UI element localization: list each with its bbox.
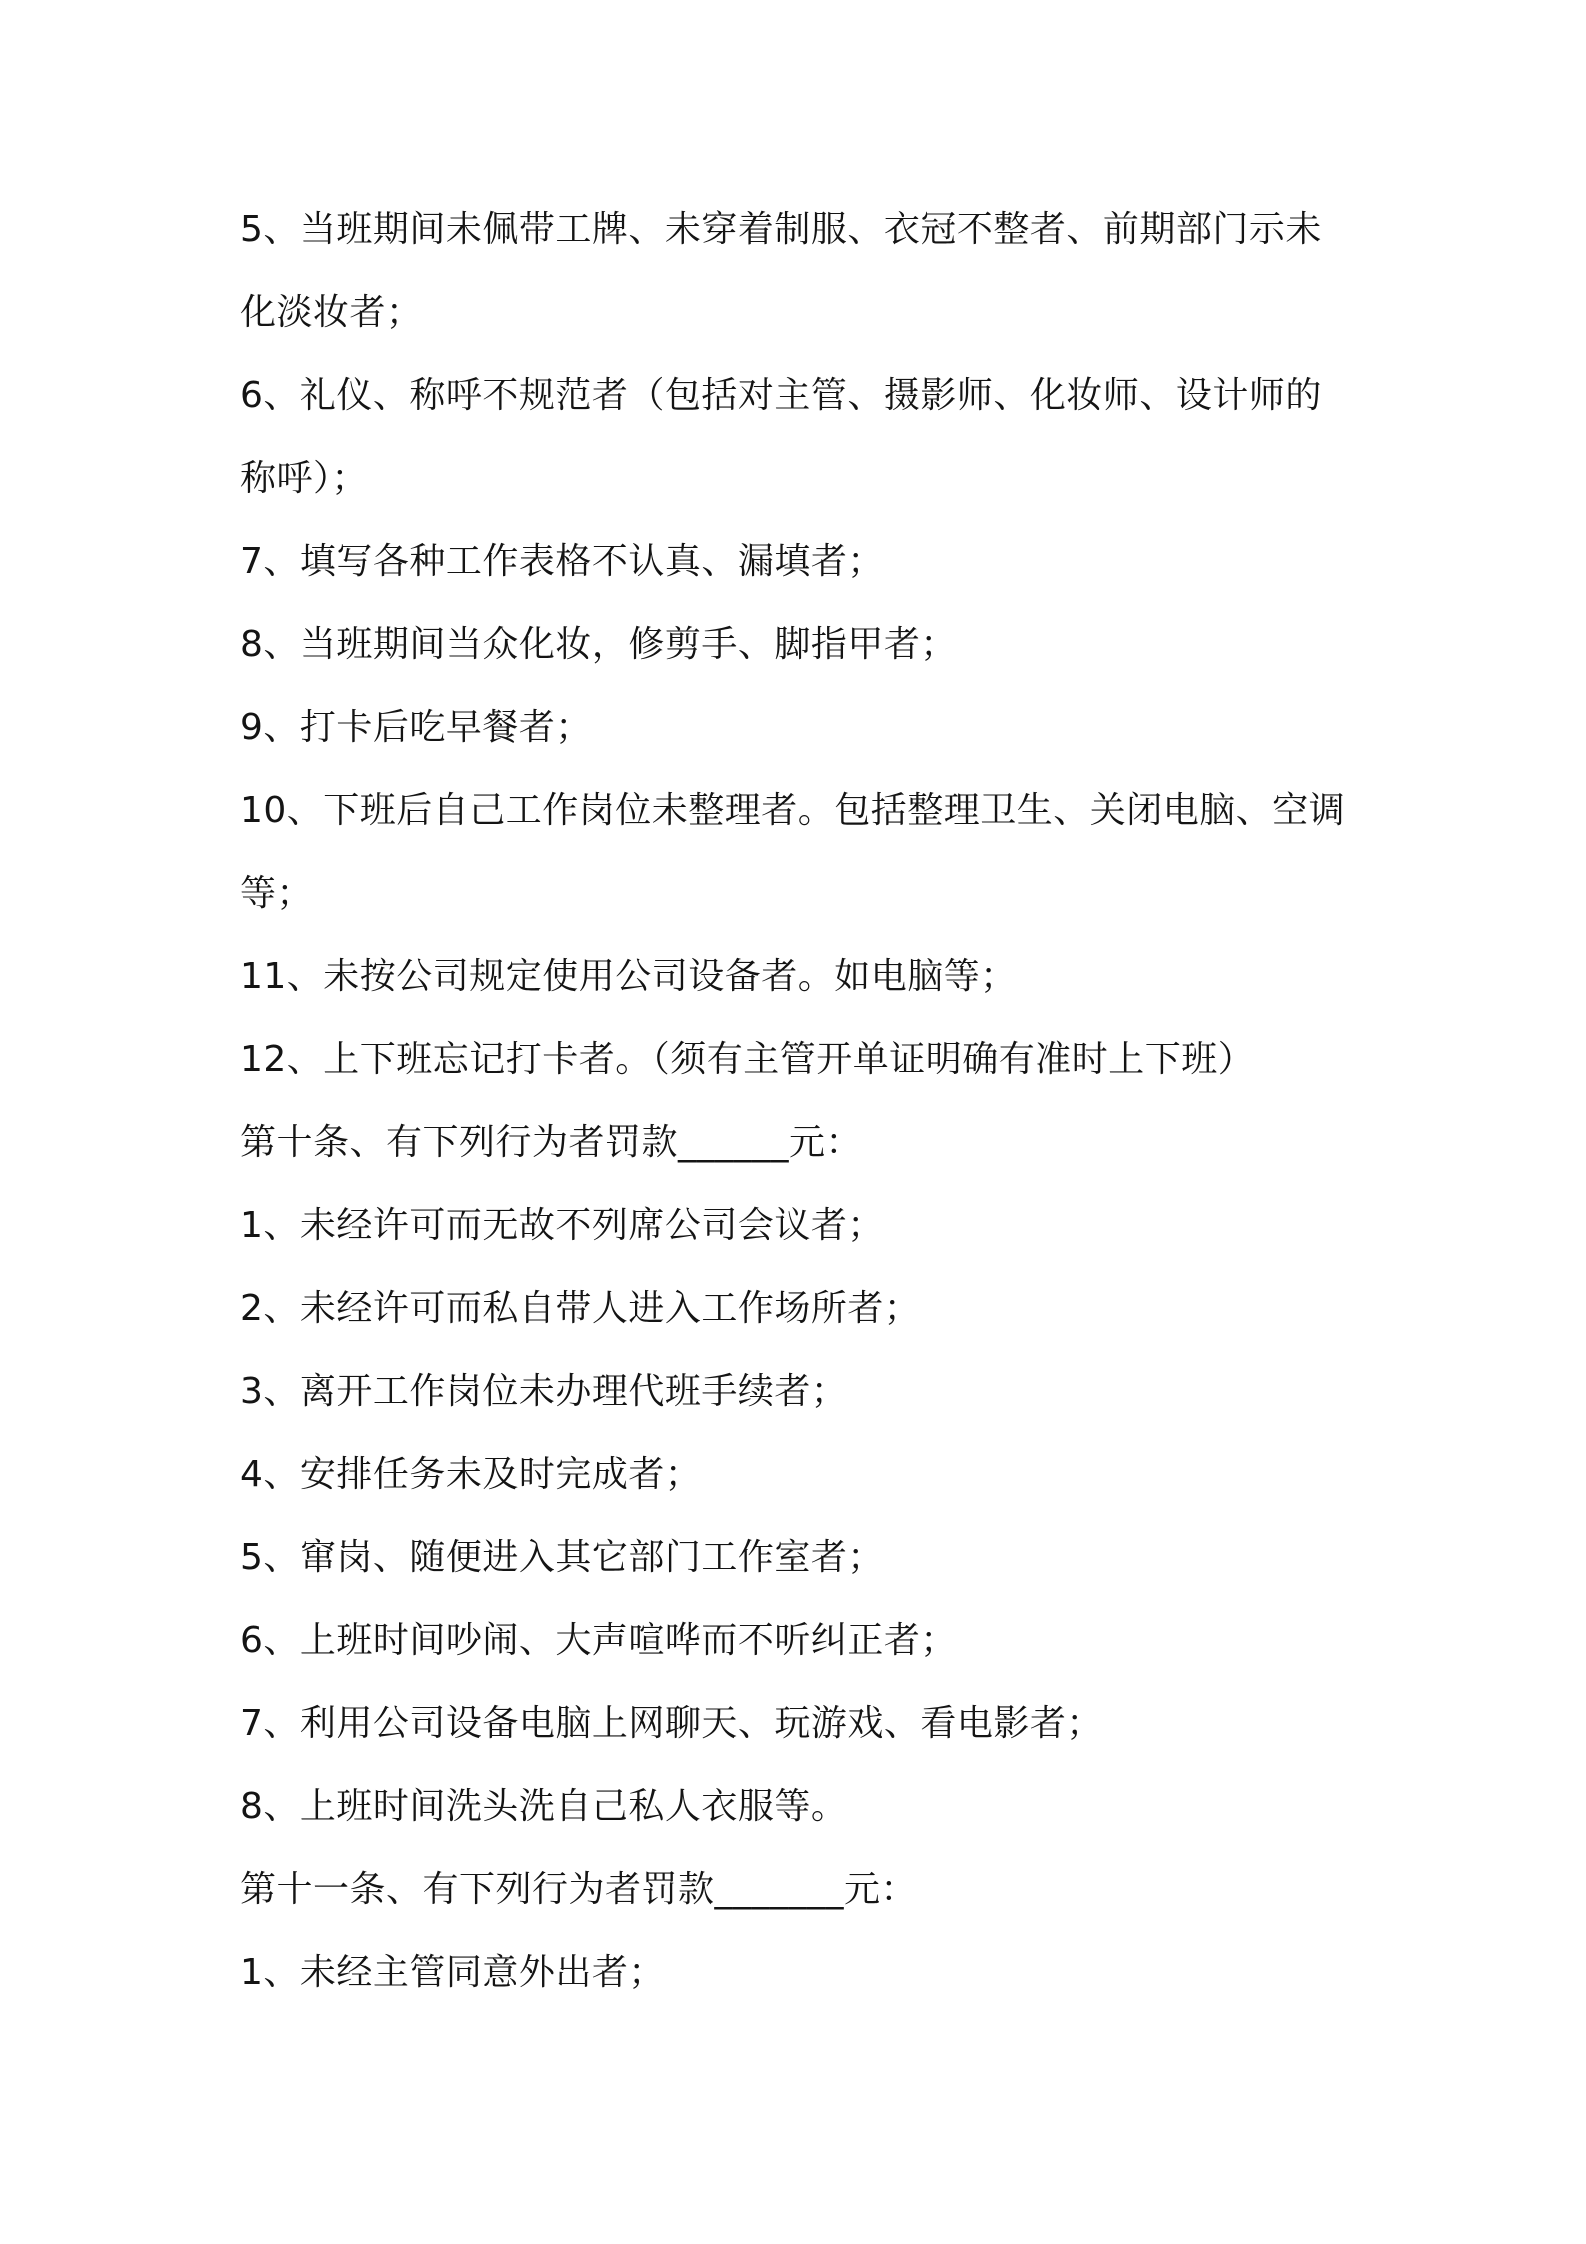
section-heading: 第十一条、有下列行为者罚款_______元：: [240, 1869, 918, 1910]
text-line: 9、打卡后吃早餐者；: [240, 707, 592, 748]
text-line: 1、未经许可而无故不列席公司会议者；: [240, 1205, 884, 1246]
text-line: 称呼）；: [240, 458, 369, 499]
text-line: 8、上班时间洗头洗自己私人衣服等。: [240, 1786, 848, 1827]
text-line: 3、离开工作岗位未办理代班手续者；: [240, 1371, 848, 1412]
text-line: 7、利用公司设备电脑上网聊天、玩游戏、看电影者；: [240, 1703, 1103, 1744]
text-line: 2、未经许可而私自带人进入工作场所者；: [240, 1288, 921, 1329]
text-line: 4、安排任务未及时完成者；: [240, 1454, 702, 1495]
text-line: 1、未经主管同意外出者；: [240, 1952, 665, 1993]
text-line: 5、窜岗、随便进入其它部门工作室者；: [240, 1537, 884, 1578]
text-line: 12、上下班忘记打卡者。（须有主管开单证明确有准时上下班）: [240, 1039, 1255, 1080]
text-line: 7、填写各种工作表格不认真、漏填者；: [240, 541, 884, 582]
text-line: 10、下班后自己工作岗位未整理者。包括整理卫生、关闭电脑、空调: [240, 790, 1346, 831]
text-line: 6、礼仪、称呼不规范者（包括对主管、摄影师、化妆师、设计师的: [240, 375, 1322, 416]
text-line: 化淡妆者；: [240, 292, 423, 333]
section-heading: 第十条、有下列行为者罚款______元：: [240, 1122, 863, 1163]
text-line: 11、未按公司规定使用公司设备者。如电脑等；: [240, 956, 1017, 997]
text-line: 6、上班时间吵闹、大声喧哗而不听纠正者；: [240, 1620, 957, 1661]
text-line: 5、当班期间未佩带工牌、未穿着制服、衣冠不整者、前期部门示未: [240, 209, 1322, 250]
text-line: 等；: [240, 873, 314, 914]
text-line: 8、当班期间当众化妆，修剪手、脚指甲者；: [240, 624, 957, 665]
